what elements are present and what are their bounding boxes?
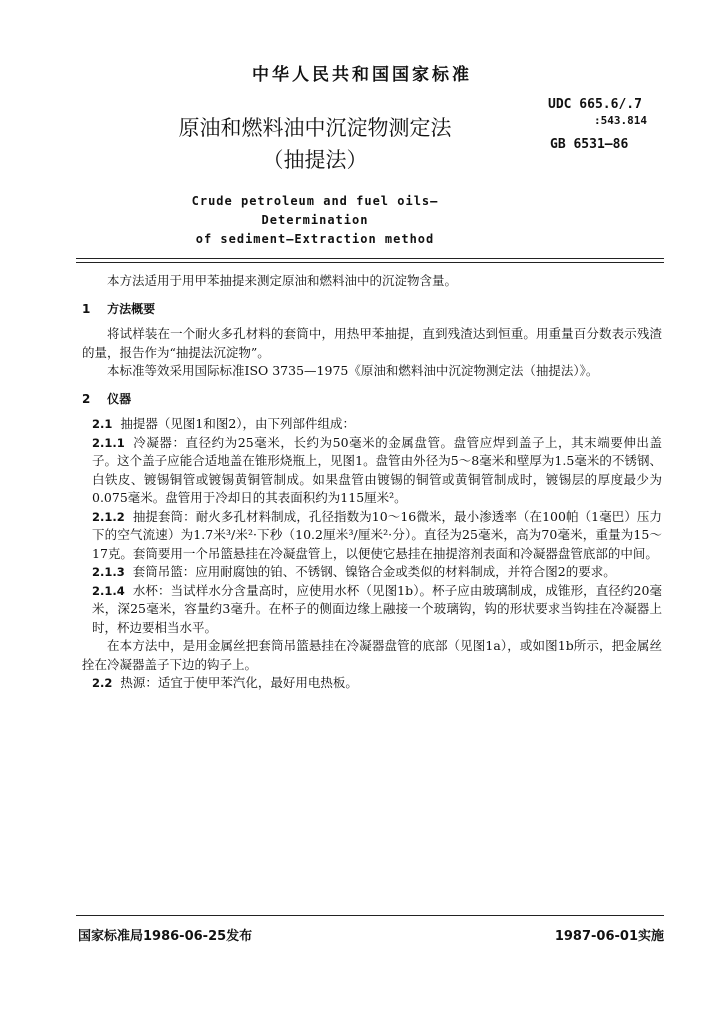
clause-text: 抽提器（见图1和图2），由下列部件组成： <box>120 416 356 431</box>
clause-2-1 <box>82 415 662 434</box>
clause-number: 2.1.2 <box>92 509 125 524</box>
clause-2-1-2 <box>82 508 662 564</box>
section-number: 1 <box>82 301 91 316</box>
section-number: 2 <box>82 391 91 406</box>
clause-text: 热源：适宜于使甲苯汽化，最好用电热板。 <box>120 675 358 690</box>
footer-divider <box>76 915 664 916</box>
top-divider-thin <box>76 262 664 263</box>
udc-line-2: :543.814 <box>594 114 647 127</box>
title-cn-line-2: （抽提法） <box>262 148 368 172</box>
intro-paragraph: 本方法适用于用甲苯抽提来测定原油和燃料油中的沉淀物含量。 <box>107 273 458 288</box>
effective-date: 1987-06-01实施 <box>554 929 664 944</box>
section-title: 仪器 <box>107 391 132 406</box>
gb-number: GB 6531—86 <box>550 137 629 152</box>
clause-number: 2.1.1 <box>92 435 125 450</box>
title-en-line-1: Crude petroleum and fuel oils—Determination <box>191 194 439 227</box>
clause-text: 水杯：当试样水分含量高时，应使用水杯（见图1b）。杯子应由玻璃制成，成锥形，直径约20毫米，深25毫米，容量约3毫升。在杯子的侧面边缘上融接一个玻璃钩，钩的形状要求当钩挂在冷凝器上时，杯边要相当水平。 <box>92 582 662 635</box>
clause-2-1-1 <box>82 434 662 508</box>
udc-line-1: UDC 665.6/.7 <box>548 97 642 112</box>
udc-code <box>548 97 647 129</box>
clause-text: 冷凝器：直径约为25毫米，长约为50毫米的金属盘管。盘管应焊到盖子上，其末端要伸出盖子。这个盖子应能合适地盖在锥形烧瓶上，见图1。盘管由外径为5～8毫米和壁厚为1.5毫米的不锈钢、白铁皮、镀锡铜管或镀锡黄铜管制成。如果盘管由镀锡的铜管或黄铜管制成时，镀锡层的厚度最少为0.075毫米。盘管用于冷却日的其表面积约为115厘米²。 <box>92 434 662 505</box>
top-divider <box>76 258 664 259</box>
title-english <box>140 192 490 249</box>
title-cn-line-1: 原油和燃料油中沉淀物测定法 <box>178 116 452 140</box>
clause-text: 套筒吊篮：应用耐腐蚀的铂、不锈钢、镍铬合金或类似的材料制成，并符合图2的要求。 <box>132 564 616 579</box>
clause-number: 2.2 <box>92 676 113 690</box>
clause-number: 2.1.3 <box>92 565 125 579</box>
clause-2-1-3 <box>82 563 662 582</box>
section-title: 方法概要 <box>107 301 156 316</box>
section-2-heading <box>82 390 662 409</box>
title-chinese <box>150 112 480 176</box>
clause-number: 2.1 <box>92 417 113 431</box>
clause-number: 2.1.4 <box>92 583 125 598</box>
section-1-heading <box>82 300 662 319</box>
clause-2-1-4-paragraph-2: 在本方法中，是用金属丝把套筒吊篮悬挂在冷凝器盘管的底部（见图1a），或如图1b所示，把金属丝拴在冷凝器盖子下边的钩子上。 <box>82 638 662 672</box>
clause-text: 抽提套筒：耐火多孔材料制成，孔径指数为10～16微米，最小渗透率（在100帕（1毫巴）压力下的空气流速）为1.7米³/米²·下秒（10.2厘米³/厘米²·分）。直径为25毫米，高为70毫米，重量为15～17克。套筒要用一个吊篮悬挂在冷凝盘管上，以便使它悬挂在抽提溶剂表面和冷凝器盘管底部的中间。 <box>92 508 662 561</box>
clause-2-1-4 <box>82 582 662 638</box>
title-en-line-2: of sediment—Extraction method <box>195 232 435 246</box>
standard-org-header: 中华人民共和国国家标准 <box>252 65 472 85</box>
section-1-paragraph-2: 本标准等效采用国际标准ISO 3735—1975《原油和燃料油中沉淀物测定法（抽提法）》。 <box>107 363 599 378</box>
issue-date: 国家标准局1986-06-25发布 <box>78 929 253 944</box>
document-body <box>82 272 662 693</box>
section-1-paragraph-1: 将试样装在一个耐火多孔材料的套筒中，用热甲苯抽提，直到残渣达到恒重。用重量百分数表示残渣的量，报告作为“抽提法沉淀物”。 <box>82 326 662 360</box>
clause-2-2 <box>82 674 662 693</box>
